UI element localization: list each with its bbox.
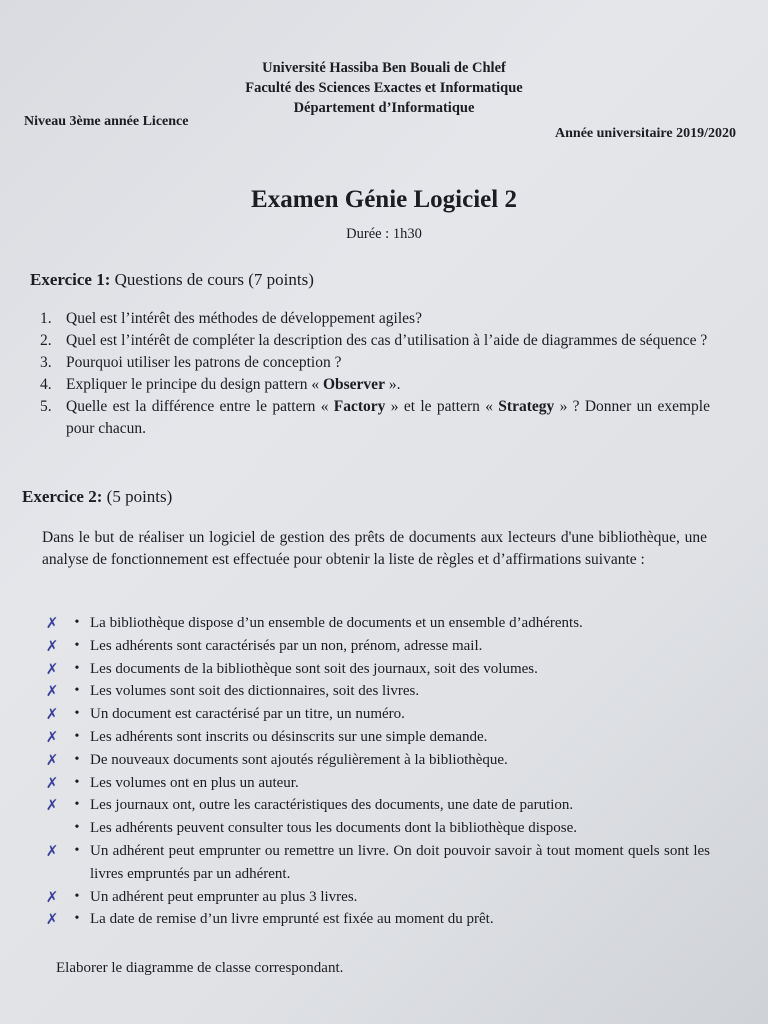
handwritten-cross-mark: ✗ [45,636,59,655]
handwritten-cross-mark: ✗ [45,796,59,815]
bullet-icon: • [74,888,80,904]
rule-text: Un document est caractérisé par un titre, un numéro. [90,706,405,723]
question-number: 4. [40,376,52,393]
study-level: Niveau 3ème année Licence [24,114,189,129]
question-text: Quel est l’intérêt des méthodes de développement agiles? [66,310,422,327]
handwritten-cross-mark: ✗ [45,773,59,792]
question-number: 5. [40,398,52,415]
rule-item [40,794,710,817]
handwritten-cross-mark: ✗ [45,727,59,746]
department-name: Département d’Informatique [293,100,475,116]
question-number: 1. [40,310,52,327]
bullet-icon: • [74,820,80,836]
rule-text: La date de remise d’un livre emprunté est fixée au moment du prêt. [90,911,494,928]
bullet-icon: • [74,751,80,767]
rule-item [40,840,710,886]
exercise1-heading [30,270,314,290]
rule-text: Les volumes sont soit des dictionnaires, soit des livres. [90,683,420,700]
university-name: Université Hassiba Ben Bouali de Chlef [262,60,506,76]
rule-item [40,635,710,658]
exercise2-rule-list [40,612,710,931]
bullet-icon: • [74,637,80,653]
question-number: 2. [40,332,52,349]
bullet-icon: • [74,842,80,858]
handwritten-cross-mark: ✗ [45,682,59,701]
faculty-name: Faculté des Sciences Exactes et Informatique [245,80,523,96]
rule-item [40,886,710,909]
question-item [40,330,710,352]
bullet-icon: • [74,728,80,744]
exam-duration: Durée : 1h30 [346,226,422,242]
handwritten-cross-mark: ✗ [45,910,59,929]
exercise1-question-list [40,308,710,440]
rule-item [40,680,710,703]
handwritten-cross-mark: ✗ [45,887,59,906]
exercise2-intro: Dans le but de réaliser un logiciel de gestion des prêts de documents aux lecteurs d'une bibliothèque, une analyse de fonctionnement est effectuée pour obtenir la liste de règles et d’affirmations suivante : [42,529,707,568]
rule-text: Un adhérent peut emprunter ou remettre un livre. On doit pouvoir savoir à tout moment quels sont les livres empruntés par un adhérent. [90,842,710,882]
academic-year: Année universitaire 2019/2020 [555,126,736,141]
rule-item [40,908,710,931]
exercise2-label: Exercice 2: [22,487,103,506]
rule-text: Les journaux ont, outre les caractéristiques des documents, une date de parution. [90,797,574,814]
question-text: Quelle est la différence entre le pattern « Factory » et le pattern « Strategy » ? Donner un exemple pour chacun. [66,398,710,437]
rule-item [40,772,710,795]
exercise2-subtitle: (5 points) [102,487,173,506]
question-item [40,396,710,440]
rule-text: De nouveaux documents sont ajoutés régulièrement à la bibliothèque. [90,751,508,768]
rule-text: Les documents de la bibliothèque sont soit des journaux, soit des volumes. [90,660,538,677]
exam-title: Examen Génie Logiciel 2 [251,186,517,213]
question-text: Expliquer le principe du design pattern « Observer ». [66,376,401,393]
rule-item [40,612,710,635]
rule-text: Un adhérent peut emprunter au plus 3 livres. [90,888,358,905]
bullet-icon: • [74,683,80,699]
rule-text: Les volumes ont en plus un auteur. [90,774,299,791]
question-number: 3. [40,354,52,371]
handwritten-cross-mark: ✗ [45,841,59,860]
question-text: Quel est l’intérêt de compléter la description des cas d’utilisation à l’aide de diagrammes de séquence ? [66,332,708,349]
rule-text: La bibliothèque dispose d’un ensemble de documents et un ensemble d’adhérents. [90,615,583,631]
bullet-icon: • [74,706,80,722]
rule-item [40,817,710,840]
exercise2-heading [22,487,172,507]
rule-item [40,658,710,681]
bullet-icon: • [74,797,80,813]
bullet-icon: • [74,660,80,676]
exercise2-task: Elaborer le diagramme de classe correspondant. [56,960,344,976]
rule-item [40,703,710,726]
question-text: Pourquoi utiliser les patrons de conception ? [66,354,342,371]
bullet-icon: • [74,911,80,927]
exercise1-subtitle: Questions de cours (7 points) [110,270,314,289]
rule-item [40,726,710,749]
rule-text: Les adhérents sont caractérisés par un non, prénom, adresse mail. [90,637,483,654]
rule-item [40,749,710,772]
handwritten-cross-mark: ✗ [45,705,59,724]
handwritten-cross-mark: ✗ [45,750,59,769]
rule-text: Les adhérents sont inscrits ou désinscrits sur une simple demande. [90,728,488,745]
question-item [40,352,710,374]
handwritten-cross-mark: ✗ [45,659,59,678]
rule-text: Les adhérents peuvent consulter tous les documents dont la bibliothèque dispose. [90,820,577,837]
question-item [40,308,710,330]
bullet-icon: • [74,615,80,630]
bullet-icon: • [74,774,80,790]
question-item [40,374,710,396]
exercise1-label: Exercice 1: [30,270,111,289]
handwritten-cross-mark: ✗ [45,614,59,632]
